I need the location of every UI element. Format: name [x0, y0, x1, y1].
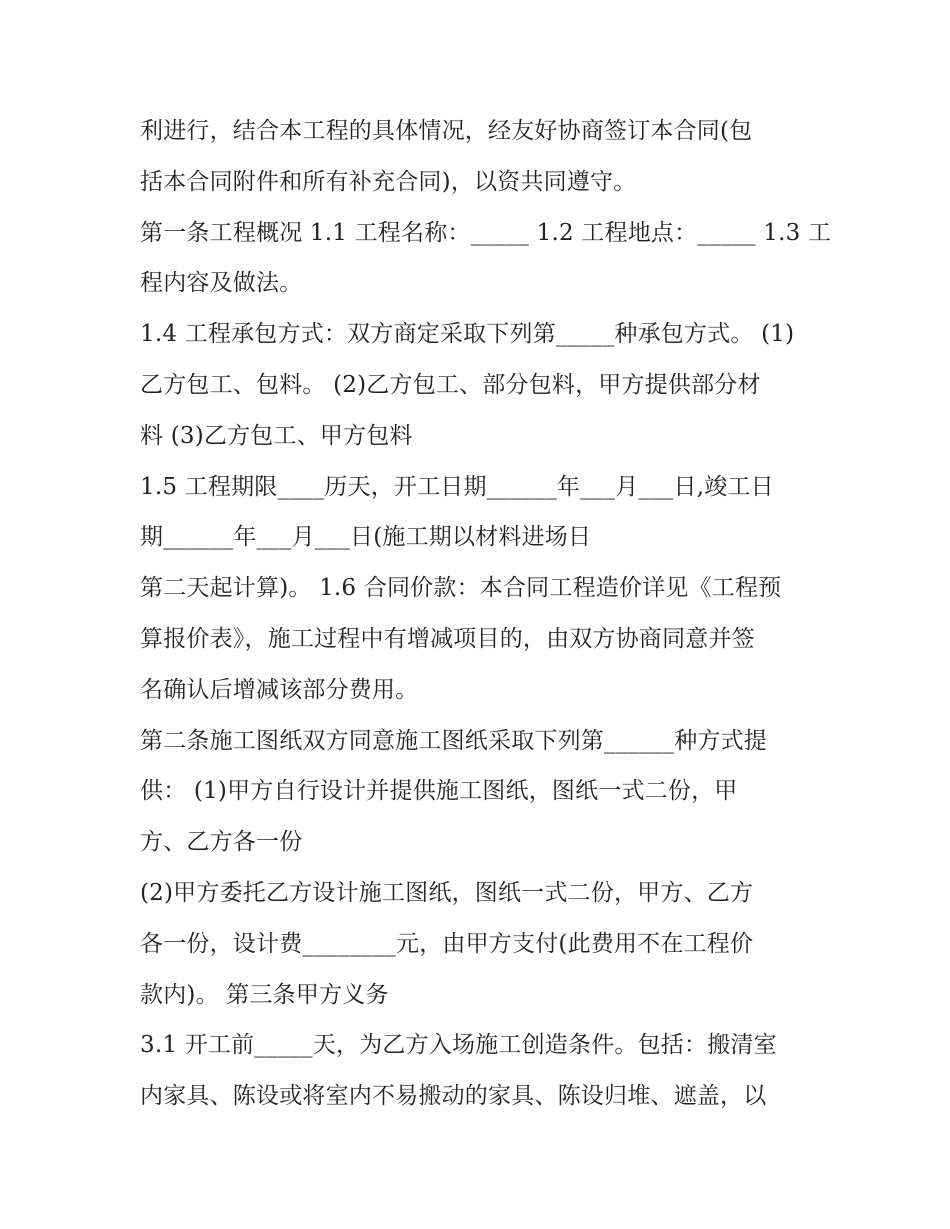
text-line: 内家具、陈设或将室内不易搬动的家具、陈设归堆、遮盖，以 — [140, 1083, 767, 1110]
text-line: 括本合同附件和所有补充合同)，以资共同遵守。 — [140, 168, 637, 195]
text-line: 1.4 工程承包方式：双方商定采取下列第_____种承包方式。 (1) — [140, 321, 795, 348]
text-line: 3.1 开工前_____天，为乙方入场施工创造条件。包括：搬清室 — [140, 1032, 777, 1059]
text-line: 第二天起计算)。 1.6 合同价款：本合同工程造价详见《工程预 — [140, 575, 782, 602]
text-line: 程内容及做法。 — [140, 270, 303, 297]
text-line: 名确认后增减该部分费用。 — [140, 676, 419, 703]
text-line: 算报价表》，施工过程中有增减项目的，由双方协商同意并签 — [140, 625, 755, 652]
text-line: 各一份，设计费________元，由甲方支付(此费用不在工程价 — [140, 930, 754, 957]
text-line: 第二条施工图纸双方同意施工图纸采取下列第______种方式提 — [140, 727, 767, 754]
text-line: 第一条工程概况 1.1 工程名称：_____ 1.2 工程地点：_____ 1.3 工 — [140, 219, 832, 246]
contract-text-block — [140, 106, 832, 1122]
text-line: (2)甲方委托乙方设计施工图纸，图纸一式二份，甲方、乙方 — [140, 879, 754, 906]
text-line: 供： (1)甲方自行设计并提供施工图纸，图纸一式二份，甲 — [140, 778, 738, 805]
text-line: 期______年___月___日(施工期以材料进场日 — [140, 524, 592, 551]
text-line: 方、乙方各一份 — [140, 829, 303, 856]
text-line: 1.5 工程期限____历天，开工日期______年___月___日,竣工日 — [140, 473, 774, 500]
text-line: 款内)。 第三条甲方义务 — [140, 981, 389, 1008]
text-line: 乙方包工、包料。 (2)乙方包工、部分包料，甲方提供部分材 — [140, 371, 761, 398]
text-line: 利进行，结合本工程的具体情况，经友好协商签订本合同(包 — [140, 118, 753, 144]
text-line: 料 (3)乙方包工、甲方包料 — [140, 422, 413, 449]
